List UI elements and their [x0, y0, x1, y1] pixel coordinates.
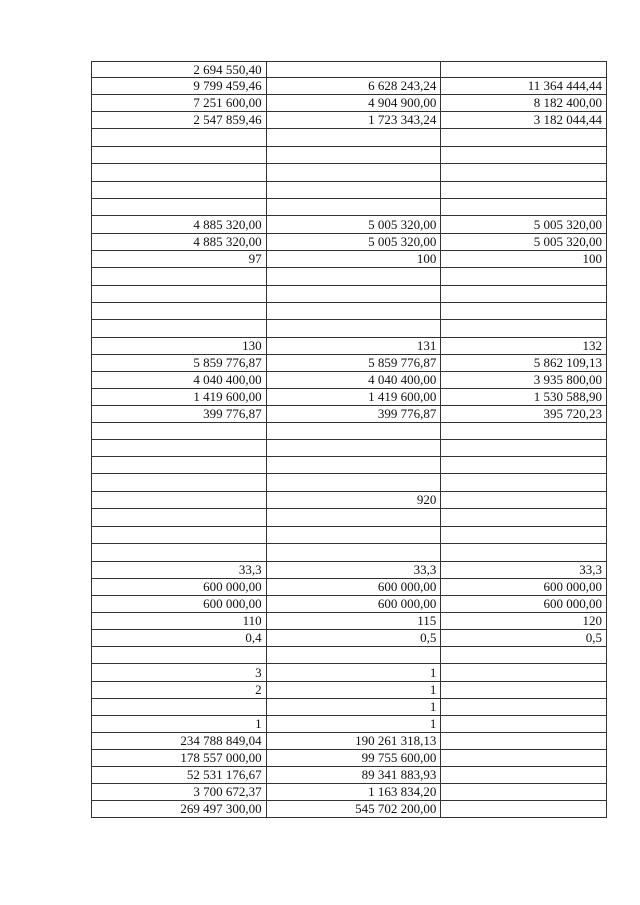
table-row [91, 716, 607, 733]
table-cell: 190 261 318,13 [267, 733, 442, 750]
table-cell: 2 694 550,40 [92, 61, 267, 78]
table-row [91, 182, 607, 199]
table-row [91, 767, 607, 784]
table-row [91, 338, 607, 355]
table-cell [267, 286, 442, 303]
table-cell [441, 699, 607, 716]
table-cell: 99 755 600,00 [267, 750, 442, 767]
table-cell [92, 492, 267, 509]
table-row [91, 286, 607, 303]
table-cell: 5 862 109,13 [441, 355, 607, 372]
table-cell [92, 303, 267, 320]
table-cell [441, 647, 607, 664]
table-cell [267, 199, 442, 216]
table-cell [267, 147, 442, 164]
data-table [91, 61, 607, 818]
table-cell [441, 286, 607, 303]
table-cell [92, 647, 267, 664]
table-cell [267, 457, 442, 474]
table-cell: 1 723 343,24 [267, 112, 442, 129]
table-row [91, 95, 607, 112]
table-row [91, 613, 607, 630]
table-cell [267, 129, 442, 147]
table-cell: 4 885 320,00 [92, 216, 267, 234]
table-row [91, 78, 607, 95]
table-cell: 1 [267, 699, 442, 716]
table-cell: 234 788 849,04 [92, 733, 267, 750]
table-cell [92, 474, 267, 492]
table-cell [92, 268, 267, 286]
table-cell [441, 474, 607, 492]
table-cell [267, 474, 442, 492]
table-row [91, 733, 607, 750]
table-cell: 4 040 400,00 [267, 372, 442, 389]
table-cell [441, 509, 607, 527]
table-cell [441, 750, 607, 767]
table-cell [92, 286, 267, 303]
table-cell: 0,5 [267, 630, 442, 647]
table-cell [441, 784, 607, 801]
table-cell: 97 [92, 251, 267, 268]
table-cell: 1 163 834,20 [267, 784, 442, 801]
table-cell: 399 776,87 [92, 406, 267, 423]
table-cell: 600 000,00 [92, 596, 267, 613]
table-cell: 8 182 400,00 [441, 95, 607, 112]
table-cell: 600 000,00 [441, 596, 607, 613]
table-cell [441, 544, 607, 562]
table-cell: 1 [92, 716, 267, 733]
table-row [91, 303, 607, 320]
table-cell [441, 664, 607, 682]
table-cell: 4 040 400,00 [92, 372, 267, 389]
table-row [91, 647, 607, 664]
table-row [91, 664, 607, 682]
table-cell: 5 005 320,00 [267, 234, 442, 251]
table-cell: 6 628 243,24 [267, 78, 442, 95]
table-cell: 100 [267, 251, 442, 268]
table-row [91, 801, 607, 818]
table-cell: 33,3 [92, 562, 267, 579]
table-cell: 600 000,00 [267, 596, 442, 613]
table-cell [92, 182, 267, 199]
table-cell: 2 [92, 682, 267, 699]
table-row [91, 699, 607, 716]
table-row [91, 61, 607, 78]
table-cell [441, 164, 607, 182]
table-cell: 395 720,23 [441, 406, 607, 423]
table-row [91, 423, 607, 440]
table-row [91, 268, 607, 286]
table-cell: 115 [267, 613, 442, 630]
table-row [91, 630, 607, 647]
table-cell [267, 440, 442, 457]
table-cell: 100 [441, 251, 607, 268]
table-cell: 600 000,00 [92, 579, 267, 596]
table-cell: 269 497 300,00 [92, 801, 267, 818]
table-cell [441, 129, 607, 147]
table-cell: 3 [92, 664, 267, 682]
table-cell: 52 531 176,67 [92, 767, 267, 784]
table-cell: 1 419 600,00 [92, 389, 267, 406]
table-cell [92, 527, 267, 544]
table-row [91, 750, 607, 767]
table-cell [441, 492, 607, 509]
table-cell [267, 647, 442, 664]
table-cell: 9 799 459,46 [92, 78, 267, 95]
table-row [91, 164, 607, 182]
table-row [91, 406, 607, 423]
table-row [91, 112, 607, 129]
table-cell [441, 682, 607, 699]
table-cell: 600 000,00 [267, 579, 442, 596]
table-row [91, 544, 607, 562]
table-cell [92, 320, 267, 338]
table-cell: 89 341 883,93 [267, 767, 442, 784]
table-cell: 5 005 320,00 [267, 216, 442, 234]
table-row [91, 389, 607, 406]
table-cell: 3 182 044,44 [441, 112, 607, 129]
table-cell [441, 182, 607, 199]
table-cell: 5 005 320,00 [441, 234, 607, 251]
table-cell: 4 885 320,00 [92, 234, 267, 251]
table-row [91, 682, 607, 699]
table-cell [267, 544, 442, 562]
table-cell [441, 733, 607, 750]
table-cell: 1 [267, 682, 442, 699]
table-cell [441, 527, 607, 544]
table-cell [92, 509, 267, 527]
table-cell: 2 547 859,46 [92, 112, 267, 129]
table-row [91, 784, 607, 801]
table-row [91, 199, 607, 216]
table-cell [267, 268, 442, 286]
table-cell [441, 423, 607, 440]
table-row [91, 251, 607, 268]
table-cell [441, 716, 607, 733]
table-row [91, 562, 607, 579]
table-row [91, 579, 607, 596]
table-cell [267, 423, 442, 440]
table-row [91, 320, 607, 338]
table-cell: 545 702 200,00 [267, 801, 442, 818]
table-cell: 132 [441, 338, 607, 355]
table-cell [92, 129, 267, 147]
table-cell: 1 [267, 716, 442, 733]
table-cell: 7 251 600,00 [92, 95, 267, 112]
table-row [91, 440, 607, 457]
table-cell: 600 000,00 [441, 579, 607, 596]
table-cell: 110 [92, 613, 267, 630]
table-cell [267, 182, 442, 199]
table-row [91, 457, 607, 474]
table-cell: 1 419 600,00 [267, 389, 442, 406]
table-cell: 131 [267, 338, 442, 355]
table-cell [267, 509, 442, 527]
table-row [91, 216, 607, 234]
table-cell: 399 776,87 [267, 406, 442, 423]
table-cell [441, 61, 607, 78]
table-cell [92, 147, 267, 164]
table-cell: 920 [267, 492, 442, 509]
table-row [91, 596, 607, 613]
table-row [91, 509, 607, 527]
table-cell: 33,3 [441, 562, 607, 579]
table-row [91, 527, 607, 544]
table-cell [441, 268, 607, 286]
table-cell [441, 199, 607, 216]
table-cell [92, 199, 267, 216]
table-cell: 5 859 776,87 [267, 355, 442, 372]
table-row [91, 234, 607, 251]
table-cell [92, 457, 267, 474]
table-cell [92, 699, 267, 716]
table-cell [92, 164, 267, 182]
table-cell: 178 557 000,00 [92, 750, 267, 767]
table-cell: 33,3 [267, 562, 442, 579]
table-cell [92, 440, 267, 457]
table-cell [441, 303, 607, 320]
table-cell [92, 423, 267, 440]
table-cell: 120 [441, 613, 607, 630]
table-cell: 3 700 672,37 [92, 784, 267, 801]
table-cell: 130 [92, 338, 267, 355]
table-cell [267, 164, 442, 182]
table-cell [267, 527, 442, 544]
table-cell [441, 801, 607, 818]
table-cell [441, 457, 607, 474]
table-cell: 1 530 588,90 [441, 389, 607, 406]
table-cell [441, 440, 607, 457]
table-cell: 3 935 800,00 [441, 372, 607, 389]
table-cell: 0,5 [441, 630, 607, 647]
table-cell [441, 147, 607, 164]
table-cell: 11 364 444,44 [441, 78, 607, 95]
table-cell: 0,4 [92, 630, 267, 647]
table-cell [267, 303, 442, 320]
table-row [91, 129, 607, 147]
table-cell: 1 [267, 664, 442, 682]
table-row [91, 147, 607, 164]
table-row [91, 492, 607, 509]
table-cell: 5 005 320,00 [441, 216, 607, 234]
table-cell [441, 767, 607, 784]
table-cell [267, 320, 442, 338]
table-cell [441, 320, 607, 338]
table-row [91, 474, 607, 492]
table-row [91, 372, 607, 389]
table-cell: 4 904 900,00 [267, 95, 442, 112]
table-cell [92, 544, 267, 562]
table-cell [267, 61, 442, 78]
table-row [91, 355, 607, 372]
table-cell: 5 859 776,87 [92, 355, 267, 372]
